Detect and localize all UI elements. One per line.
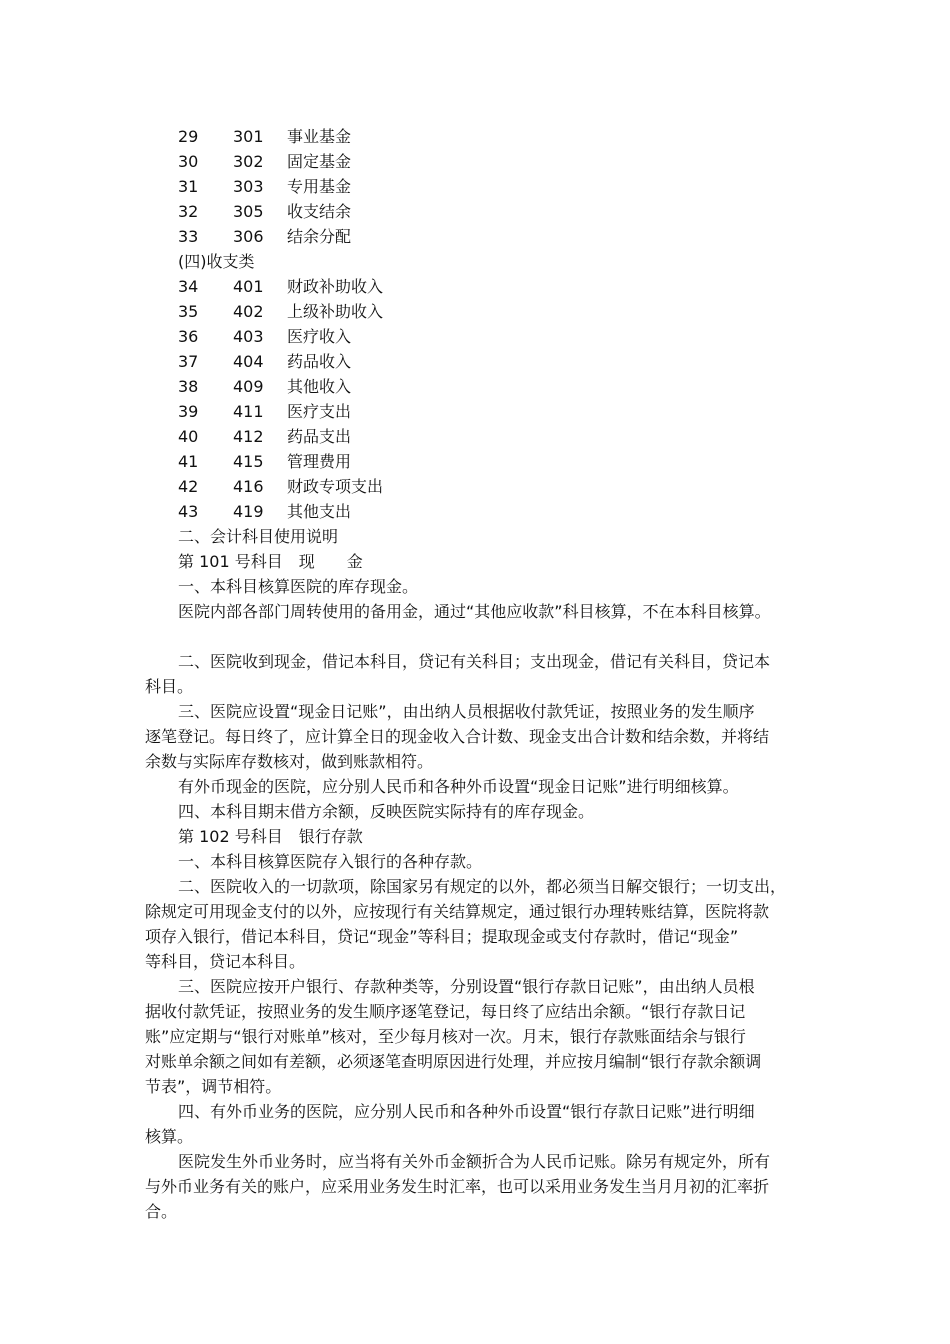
account-code: 301: [233, 127, 264, 146]
paragraph-line: 二、医院收到现金，借记本科目，贷记有关科目；支出现金，借记有关科目，贷记本: [178, 652, 771, 671]
paragraph-line: 合。: [145, 1202, 178, 1221]
account-name: 其他支出: [287, 502, 352, 521]
account-code: 409: [233, 377, 264, 396]
account-number: 35: [178, 302, 199, 321]
paragraph-line: 一、本科目核算医院的库存现金。: [178, 577, 419, 596]
account-number: 37: [178, 352, 199, 371]
paragraph-line: 一、本科目核算医院存入银行的各种存款。: [178, 852, 483, 871]
paragraph-line: 核算。: [145, 1127, 194, 1146]
paragraph-line: 项存入银行，借记本科目，贷记“现金”等科目；提取现金或支付存款时，借记“现金”: [145, 927, 739, 946]
account-name: 财政补助收入: [287, 277, 384, 296]
paragraph-line: 除规定可用现金支付的以外，应按现行有关结算规定，通过银行办理转账结算，医院将款: [145, 902, 770, 921]
account-number: 43: [178, 502, 199, 521]
section-heading: (四)收支类: [178, 252, 255, 271]
account-name: 财政专项支出: [287, 477, 384, 496]
account-code: 412: [233, 427, 264, 446]
account-number: 33: [178, 227, 199, 246]
account-title: 第 101 号科目 现 金: [178, 552, 363, 571]
account-name: 固定基金: [287, 152, 352, 171]
account-code: 302: [233, 152, 264, 171]
account-name: 其他收入: [287, 377, 352, 396]
paragraph-line: 有外币现金的医院，应分别人民币和各种外币设置“现金日记账”进行明细核算。: [178, 777, 739, 796]
account-name: 管理费用: [287, 452, 352, 471]
paragraph-line: 余数与实际库存数核对，做到账款相符。: [145, 752, 434, 771]
account-name: 结余分配: [287, 227, 352, 246]
paragraph-line: 三、医院应按开户银行、存款种类等，分别设置“银行存款日记账”，由出纳人员根: [178, 977, 755, 996]
section-heading: 二、会计科目使用说明: [178, 527, 339, 546]
paragraph-line: 等科目，贷记本科目。: [145, 952, 306, 971]
paragraph-line: 账”应定期与“银行对账单”核对，至少每月核对一次。月末，银行存款账面结余与银行: [145, 1027, 746, 1046]
account-number: 36: [178, 327, 199, 346]
paragraph-line: 四、有外币业务的医院，应分别人民币和各种外币设置“银行存款日记账”进行明细: [178, 1102, 755, 1121]
account-number: 39: [178, 402, 199, 421]
account-name: 上级补助收入: [287, 302, 384, 321]
paragraph-line: 二、医院收入的一切款项，除国家另有规定的以外，都必须当日解交银行；一切支出，: [178, 877, 787, 896]
paragraph-line: 三、医院应设置“现金日记账”，由出纳人员根据收付款凭证，按照业务的发生顺序: [178, 702, 755, 721]
account-number: 40: [178, 427, 199, 446]
account-code: 415: [233, 452, 264, 471]
account-code: 404: [233, 352, 264, 371]
account-name: 医疗支出: [287, 402, 352, 421]
account-number: 32: [178, 202, 199, 221]
account-number: 29: [178, 127, 199, 146]
paragraph-line: 与外币业务有关的账户，应采用业务发生时汇率，也可以采用业务发生当月月初的汇率折: [145, 1177, 770, 1196]
account-title: 第 102 号科目 银行存款: [178, 827, 363, 846]
account-number: 42: [178, 477, 199, 496]
account-number: 30: [178, 152, 199, 171]
account-code: 306: [233, 227, 264, 246]
paragraph-line: 医院发生外币业务时，应当将有关外币金额折合为人民币记账。除另有规定外，所有: [178, 1152, 771, 1171]
paragraph-line: 医院内部各部门周转使用的备用金，通过“其他应收款”科目核算，不在本科目核算。: [178, 602, 771, 621]
account-code: 419: [233, 502, 264, 521]
account-code: 303: [233, 177, 264, 196]
account-name: 收支结余: [287, 202, 352, 221]
account-code: 416: [233, 477, 264, 496]
paragraph-line: 逐笔登记。每日终了，应计算全日的现金收入合计数、现金支出合计数和结余数，并将结: [145, 727, 770, 746]
paragraph-line: 对账单余额之间如有差额，必须逐笔查明原因进行处理，并应按月编制“银行存款余额调: [145, 1052, 762, 1071]
account-number: 41: [178, 452, 199, 471]
account-code: 305: [233, 202, 264, 221]
paragraph-line: 据收付款凭证，按照业务的发生顺序逐笔登记，每日终了应结出余额。“银行存款日记: [145, 1002, 746, 1021]
account-number: 34: [178, 277, 199, 296]
account-code: 402: [233, 302, 264, 321]
account-name: 药品收入: [287, 352, 352, 371]
paragraph-line: 节表”，调节相符。: [145, 1077, 282, 1096]
paragraph-line: 科目。: [145, 677, 194, 696]
account-code: 403: [233, 327, 264, 346]
account-name: 药品支出: [287, 427, 352, 446]
account-code: 401: [233, 277, 264, 296]
account-number: 31: [178, 177, 199, 196]
account-number: 38: [178, 377, 199, 396]
paragraph-line: 四、本科目期末借方余额，反映医院实际持有的库存现金。: [178, 802, 595, 821]
account-name: 专用基金: [287, 177, 352, 196]
account-name: 医疗收入: [287, 327, 352, 346]
account-code: 411: [233, 402, 264, 421]
account-name: 事业基金: [287, 127, 352, 146]
